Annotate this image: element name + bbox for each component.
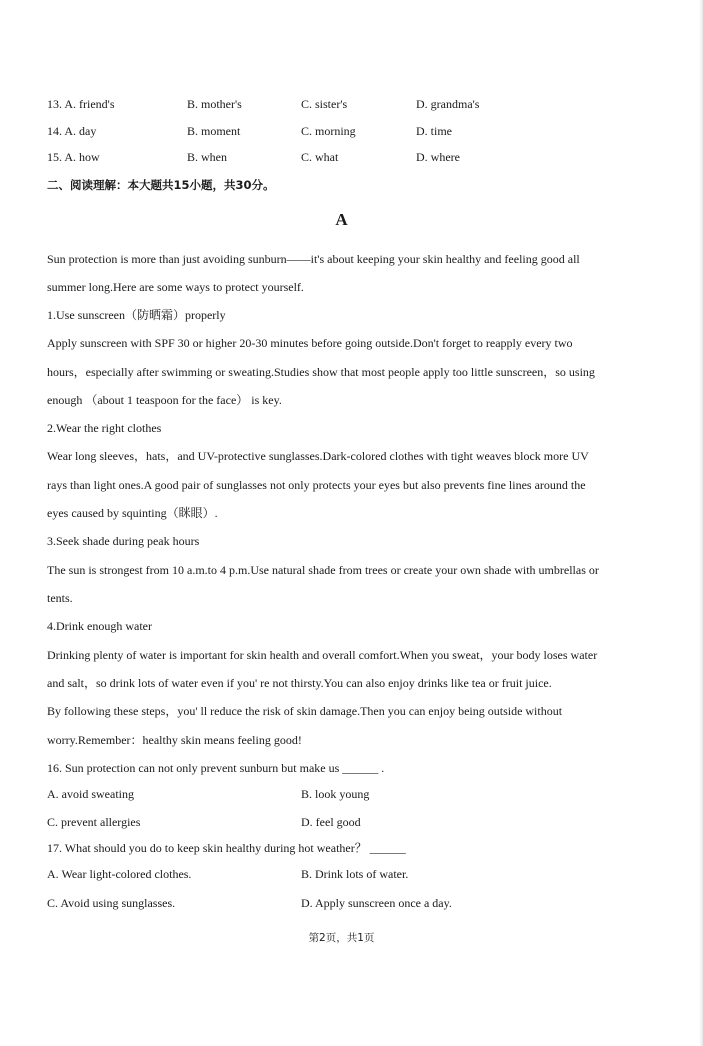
passage-line: Sun protection is more than just avoiding sunburn——it's about keeping your skin healthy and feeling good all [47, 252, 580, 266]
option-row-13 [0, 95, 703, 113]
option-14-a: 14. A. day [47, 124, 97, 138]
question-16-option-a: A. avoid sweating [47, 787, 134, 801]
page-edge [699, 0, 703, 1046]
option-15-d: D. where [416, 150, 460, 164]
option-row-14 [0, 122, 703, 140]
option-13-c: C. sister's [301, 97, 348, 111]
passage-line: Drinking plenty of water is important for skin health and overall comfort.When you sweat，your body loses water [47, 648, 598, 662]
option-13-a: 13. A. friend's [47, 97, 115, 111]
passage-line: and salt，so drink lots of water even if you' re not thirsty.You can also enjoy drinks like tea or fruit juice. [47, 676, 552, 690]
question-16-stem: 16. Sun protection can not only prevent sunburn but make us ______ . [47, 761, 385, 775]
question-17-stem: 17. What should you do to keep skin healthy during hot weather？ ______ [47, 841, 406, 855]
question-16-option-d: D. feel good [301, 815, 361, 829]
passage-line: hours，especially after swimming or sweating.Studies show that most people apply too little sunscreen，so using [47, 365, 595, 379]
passage-line: worry.Remember：healthy skin means feeling good! [47, 733, 302, 747]
passage-line: Apply sunscreen with SPF 30 or higher 20-30 minutes before going outside.Don't forget to reapply every two [47, 336, 573, 350]
passage-line: rays than light ones.A good pair of sunglasses not only protects your eyes but also prevents fine lines around the [47, 478, 586, 492]
passage-line: Wear long sleeves，hats，and UV-protective sunglasses.Dark-colored clothes with tight weaves block more UV [47, 449, 589, 463]
option-15-a: 15. A. how [47, 150, 100, 164]
option-13-b: B. mother's [187, 97, 242, 111]
option-15-c: C. what [301, 150, 339, 164]
passage-title: A [335, 210, 348, 229]
question-17-option-a: A. Wear light-colored clothes. [47, 867, 192, 881]
page-footer: 第2页，共1页 [308, 932, 375, 944]
passage-line: By following these steps，you' ll reduce the risk of skin damage.Then you can enjoy being outside without [47, 704, 563, 718]
option-14-d: D. time [416, 124, 452, 138]
question-16-option-c: C. prevent allergies [47, 815, 141, 829]
passage-line: The sun is strongest from 10 a.m.to 4 p.m.Use natural shade from trees or create your own shade with umbrellas or [47, 563, 599, 577]
option-row-15 [0, 148, 703, 166]
passage-line: tents. [47, 591, 73, 605]
question-17-option-c: C. Avoid using sunglasses. [47, 896, 176, 910]
passage-line: 2.Wear the right clothes [47, 421, 162, 435]
passage-line: summer long.Here are some ways to protect yourself. [47, 280, 304, 294]
passage-line: 3.Seek shade during peak hours [47, 534, 200, 548]
passage-line: enough （about 1 teaspoon for the face） is key. [47, 393, 282, 407]
option-13-d: D. grandma's [416, 97, 480, 111]
passage-line: 4.Drink enough water [47, 619, 152, 633]
question-17-option-d: D. Apply sunscreen once a day. [301, 896, 452, 910]
option-15-b: B. when [187, 150, 227, 164]
option-14-b: B. moment [187, 124, 241, 138]
question-17-option-b: B. Drink lots of water. [301, 867, 409, 881]
passage-line: 1.Use sunscreen（防晒霜）properly [47, 308, 226, 322]
option-14-c: C. morning [301, 124, 356, 138]
section-heading: 二、阅读理解：本大题共15小题，共30分。 [47, 178, 275, 192]
question-16-option-b: B. look young [301, 787, 370, 801]
passage-line: eyes caused by squinting（眯眼）. [47, 506, 218, 520]
